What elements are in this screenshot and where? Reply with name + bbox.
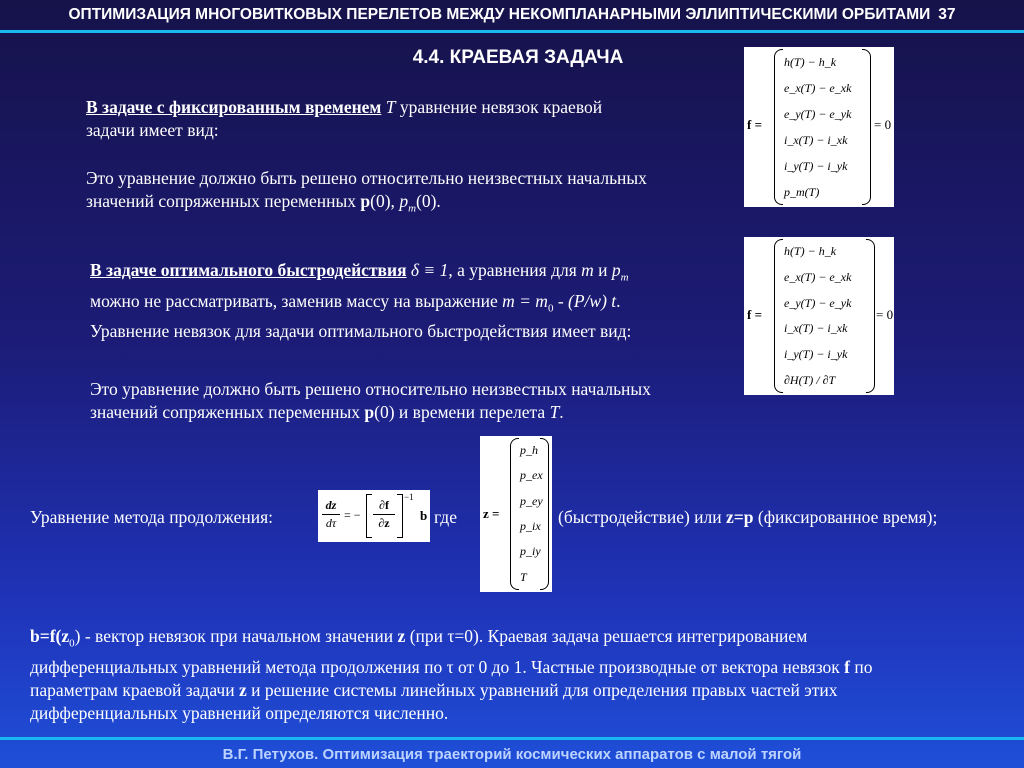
- block2-m: m: [581, 260, 594, 280]
- eq3-df-dz: [373, 498, 395, 531]
- eq3-dz-dtau: [322, 498, 340, 531]
- block2-expr-b: - (P/w) t: [553, 290, 617, 311]
- header-title: ОПТИМИЗАЦИЯ МНОГОВИТКОВЫХ ПЕРЕЛЕТОВ МЕЖДУ НЕКОМПЛАНАРНЫМИ ЭЛЛИПТИЧЕСКИМИ ОРБИТАМИ: [68, 6, 931, 23]
- eq2-row: e_x(T) − e_xk: [784, 269, 852, 284]
- continuation-after-a: (быстродействие) или: [558, 507, 727, 527]
- residual-equation-fixed-time: [744, 47, 894, 207]
- block1-line3: Это уравнение должно быть решено относительно неизвестных начальных: [86, 168, 647, 188]
- eq4-rows: [520, 438, 542, 590]
- block1-p: p: [360, 191, 371, 211]
- header-divider: [0, 30, 1024, 33]
- eq1-lhs: f =: [747, 117, 762, 132]
- eq3-den: dτ: [325, 516, 337, 530]
- block2-line2a: можно не рассматривать, заменив массу на выражение: [90, 290, 503, 311]
- continuation-label: Уравнение метода продолжения:: [30, 507, 273, 527]
- block3-l1c: (при τ=0). Краевая задача решается интегрированием: [405, 626, 808, 646]
- block1-pm: p: [399, 191, 409, 211]
- block3-l2: дифференциальных уравнений метода продолжения по τ от 0 до 1. Частные производные от вектора невязок: [30, 656, 845, 677]
- eq4-row: p_ex: [520, 468, 543, 483]
- block2-rest1: , а уравнения для: [448, 260, 582, 280]
- eq2-lhs: f =: [747, 307, 762, 322]
- eq3-b: b: [420, 508, 428, 523]
- eq4-row: T: [520, 569, 527, 584]
- block3-l1b: ) - вектор невязок при начальном значении: [74, 626, 398, 646]
- eq1-row: h(T) − h_k: [784, 54, 837, 69]
- block3-l4: дифференциальных уравнений определяются численно.: [30, 702, 449, 723]
- block2-expr-sub: 0: [547, 302, 554, 314]
- block1-paragraph2: [86, 167, 746, 221]
- eq4-row: p_iy: [520, 544, 541, 559]
- eq4-row: p_ey: [520, 493, 543, 508]
- block3-l3b: и решение системы линейных уравнений для определения правых частей этих: [246, 679, 838, 700]
- eq1-row: e_y(T) − e_yk: [784, 106, 852, 121]
- eq2-row: i_y(T) − i_yk: [784, 346, 848, 361]
- eq3-power: −1: [404, 492, 414, 502]
- eq2-right-paren: [866, 239, 875, 393]
- continuation-equation: [318, 490, 430, 542]
- block2-line5b: (0) и времени перелета: [374, 402, 550, 422]
- block2-and: и: [593, 260, 612, 280]
- continuation-where: где: [434, 507, 457, 527]
- block3-z2: z: [238, 679, 247, 700]
- block1-p0: (0),: [370, 191, 400, 211]
- eq4-left-paren: [510, 438, 519, 590]
- block2-line2end: .: [616, 290, 621, 311]
- block2-paragraph: [90, 259, 740, 343]
- slide-header: [0, 0, 1024, 30]
- block1-lead: В задаче с фиксированным временем: [86, 97, 382, 117]
- eq3-num: dz: [325, 498, 337, 512]
- eq1-right-paren: [862, 49, 871, 205]
- eq2-row: i_x(T) − i_xk: [784, 321, 848, 336]
- block3-l1sub: 0: [69, 637, 75, 650]
- block1-paragraph: [86, 96, 746, 142]
- eq3-inner-num: ∂f: [379, 498, 389, 512]
- residual-equation-time-optimal: [744, 237, 894, 395]
- block3-z1: z: [397, 626, 406, 646]
- block2-pm-sub: m: [620, 271, 629, 284]
- eq2-rows: [784, 239, 868, 393]
- block2-line4: Это уравнение должно быть решено относительно неизвестных начальных: [90, 379, 651, 399]
- eq4-row: p_ix: [520, 519, 541, 534]
- block2-paragraph2: [90, 378, 740, 424]
- eq3-inner-den: ∂z: [378, 516, 390, 530]
- eq4-lhs: z =: [483, 506, 500, 521]
- block2-p: p: [364, 402, 375, 422]
- continuation-after-b: (фиксированное время);: [753, 507, 938, 527]
- eq1-row: i_x(T) − i_xk: [784, 132, 848, 147]
- block2-T: T: [549, 402, 560, 422]
- block3-l2end: по: [850, 656, 873, 677]
- eq4-right-paren: [540, 438, 549, 590]
- eq2-row: h(T) − h_k: [784, 244, 837, 259]
- block2-delta: δ ≡ 1: [406, 260, 449, 280]
- footer-divider: [0, 737, 1024, 740]
- block3-l3a: параметрам краевой задачи: [30, 679, 239, 700]
- eq3-right-bracket: [397, 494, 403, 538]
- slide-title: 4.4. КРАЕВАЯ ЗАДАЧА: [412, 47, 624, 68]
- block1-pm0: (0).: [416, 191, 441, 211]
- block1-line4a: значений сопряженных переменных: [86, 191, 361, 211]
- parameter-vector-equation: [480, 436, 552, 592]
- page-number: 37: [938, 6, 956, 23]
- block2-line3: Уравнение невязок для задачи оптимального быстродействия имеет вид:: [90, 321, 632, 341]
- eq1-rows: [784, 49, 866, 205]
- eq2-row: ∂H(T) / ∂T: [784, 372, 836, 387]
- block1-pm-sub: m: [408, 202, 417, 215]
- block2-lead: В задаче оптимального быстродействия: [90, 260, 407, 280]
- eq3-left-bracket: [366, 494, 372, 538]
- eq1-row: p_m(T): [784, 184, 820, 199]
- block3-f: f: [844, 656, 850, 677]
- block3-l1a: b=f(z: [30, 626, 70, 646]
- block1-line2: задачи имеет вид:: [86, 120, 219, 140]
- continuation-zp: z=p: [726, 507, 754, 527]
- block2-pm: p: [611, 260, 621, 280]
- eq2-rhs: = 0: [876, 307, 894, 322]
- block2-line5a: значений сопряженных переменных: [90, 402, 365, 422]
- slide-footer: В.Г. Петухов. Оптимизация траекторий космических аппаратов с малой тягой: [222, 745, 802, 763]
- eq3-eq: = −: [344, 508, 361, 522]
- eq2-left-paren: [774, 239, 783, 393]
- block1-rest1: уравнение невязок краевой: [395, 97, 603, 117]
- block2-expr-a: m = m: [502, 290, 548, 311]
- eq1-rhs: = 0: [874, 117, 892, 132]
- eq1-row: i_y(T) − i_yk: [784, 158, 848, 173]
- eq1-row: e_x(T) − e_xk: [784, 80, 852, 95]
- eq1-left-paren: [774, 49, 783, 205]
- block3-paragraph: [30, 625, 1010, 725]
- block2-line5end: .: [559, 402, 564, 422]
- block1-var-T: T: [385, 97, 396, 117]
- continuation-after: [558, 506, 937, 529]
- eq2-row: e_y(T) − e_yk: [784, 295, 852, 310]
- eq4-row: p_h: [520, 443, 538, 458]
